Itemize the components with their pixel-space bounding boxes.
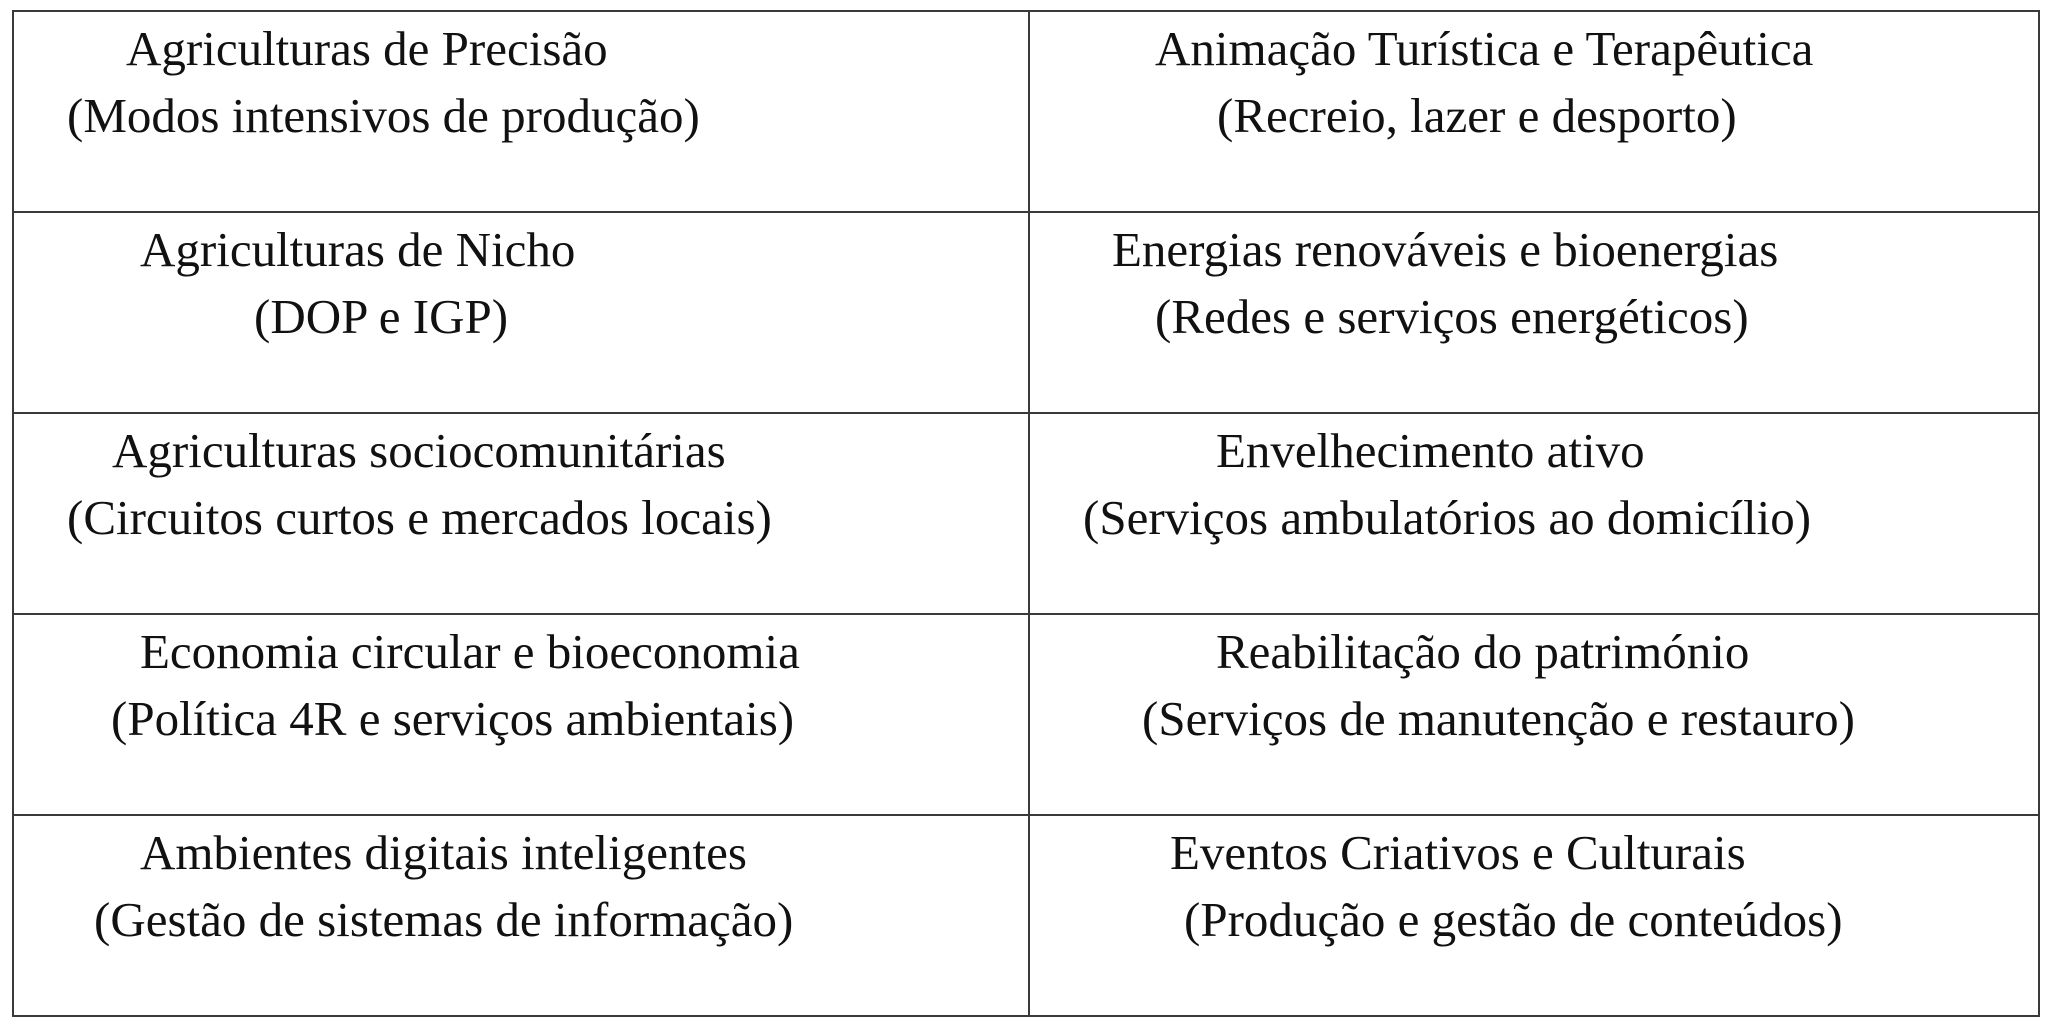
table-row bbox=[13, 413, 2039, 614]
table-cell bbox=[13, 212, 1029, 413]
cell-title: Envelhecimento ativo bbox=[1216, 423, 1645, 478]
table-row bbox=[13, 11, 2039, 212]
table-cell bbox=[13, 11, 1029, 212]
cell-title: Energias renováveis e bioenergias bbox=[1112, 222, 1779, 277]
table-cell bbox=[1029, 614, 2039, 815]
cell-title: Agriculturas de Nicho bbox=[140, 222, 576, 277]
table-cell bbox=[1029, 212, 2039, 413]
cell-title: Eventos Criativos e Culturais bbox=[1170, 825, 1746, 880]
table-cell bbox=[13, 413, 1029, 614]
cell-subtitle: (Serviços de manutenção e restauro) bbox=[1142, 691, 1855, 746]
cell-subtitle: (Produção e gestão de conteúdos) bbox=[1184, 892, 1843, 947]
table-cell bbox=[1029, 11, 2039, 212]
cell-title: Agriculturas de Precisão bbox=[126, 21, 608, 76]
table-cell bbox=[1029, 413, 2039, 614]
cell-subtitle: (Recreio, lazer e desporto) bbox=[1217, 88, 1737, 143]
cell-subtitle: (Circuitos curtos e mercados locais) bbox=[67, 490, 772, 545]
cell-title: Reabilitação do património bbox=[1216, 624, 1750, 679]
cell-subtitle: (Modos intensivos de produção) bbox=[67, 88, 700, 143]
table-row bbox=[13, 815, 2039, 1016]
table-row bbox=[13, 212, 2039, 413]
cell-subtitle: (Política 4R e serviços ambientais) bbox=[111, 691, 795, 746]
cell-subtitle: (Gestão de sistemas de informação) bbox=[94, 892, 794, 947]
cell-title: Animação Turística e Terapêutica bbox=[1155, 21, 1814, 76]
domains-table bbox=[12, 10, 2040, 1017]
table-cell bbox=[13, 815, 1029, 1016]
cell-title: Agriculturas sociocomunitárias bbox=[112, 423, 726, 478]
cell-title: Economia circular e bioeconomia bbox=[140, 624, 800, 679]
table-cell bbox=[13, 614, 1029, 815]
cell-subtitle: (Redes e serviços energéticos) bbox=[1155, 289, 1749, 344]
cell-title: Ambientes digitais inteligentes bbox=[140, 825, 747, 880]
cell-subtitle: (Serviços ambulatórios ao domicílio) bbox=[1083, 490, 1812, 545]
table-cell bbox=[1029, 815, 2039, 1016]
table-row bbox=[13, 614, 2039, 815]
cell-subtitle: (DOP e IGP) bbox=[254, 289, 509, 344]
